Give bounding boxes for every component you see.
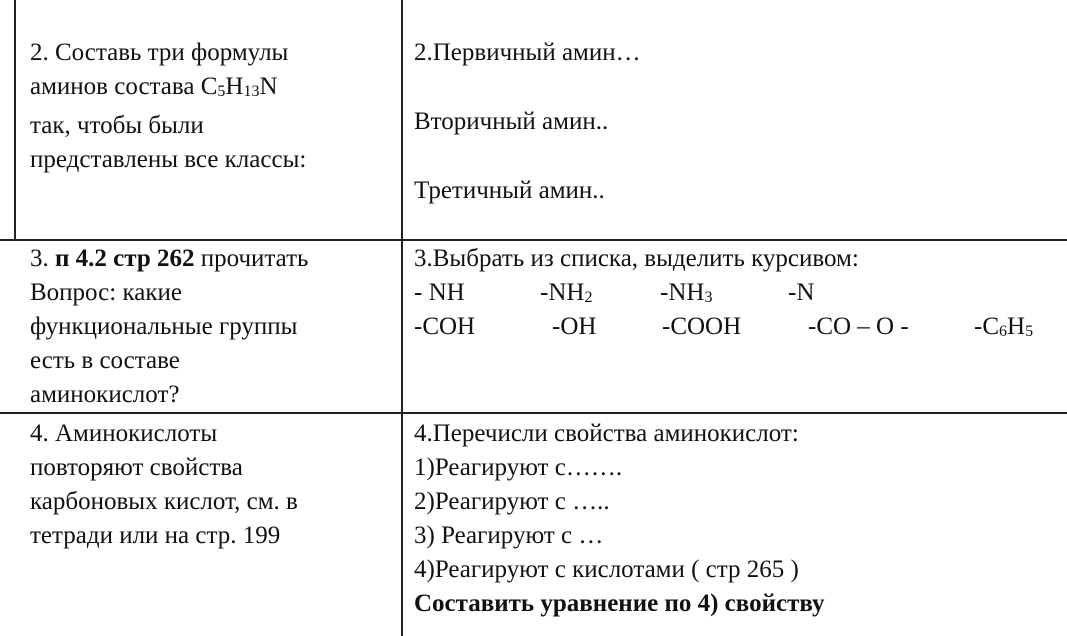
row3-left-line5: аминокислот?	[30, 381, 180, 408]
formula-sub-13: 13	[243, 83, 260, 100]
group-nh: - NH	[414, 279, 465, 306]
row2-secondary-amine: Вторичный амин..	[414, 108, 609, 135]
group-n: -N	[788, 279, 815, 306]
table-border-left	[14, 0, 16, 240]
group-list-row2	[414, 310, 1059, 344]
row3-left-line4: есть в составе	[30, 347, 180, 374]
row4-title: 4.Перечисли свойства аминокислот:	[414, 420, 799, 447]
row4-left-line1: 4. Аминокислоты	[30, 420, 218, 447]
row3-page-ref: п 4.2 стр 262	[55, 245, 195, 272]
group-list-row1	[414, 276, 1054, 310]
row3-num: 3.	[30, 245, 55, 272]
group-c6h5	[974, 310, 1033, 349]
row3-left-cell	[30, 242, 308, 412]
group-oh: -OH	[552, 313, 597, 340]
row4-task: Составить уравнение по 4) свойству	[414, 590, 825, 617]
row-divider-2-3	[0, 239, 1067, 241]
row4-right-cell	[414, 417, 825, 621]
group-coh: -COH	[414, 313, 476, 340]
row2-left-line3: так, чтобы были	[30, 112, 204, 139]
row3-instruction: 3.Выбрать из списка, выделить курсивом:	[414, 245, 859, 272]
group-nh3-sub: 3	[704, 289, 713, 306]
formula-sub-5: 5	[217, 83, 226, 100]
row2-left-cell	[30, 36, 306, 177]
table-column-divider	[401, 0, 403, 636]
row2-primary-amine: 2.Первичный амин…	[414, 39, 641, 66]
row3-left-line2: Вопрос: какие	[30, 279, 182, 306]
row4-left-line4: тетради или на стр. 199	[30, 522, 281, 549]
group-c6h5-h: H	[1007, 313, 1026, 340]
row3-read: прочитать	[194, 245, 309, 272]
formula-n: N	[259, 73, 278, 100]
group-c6h5-sub6: 6	[999, 323, 1007, 340]
row3-left-line3: функциональные группы	[30, 313, 298, 340]
row4-left-line2: повторяют свойства	[30, 454, 243, 481]
formula-prefix: аминов состава C	[30, 73, 218, 100]
row2-left-line2	[30, 70, 306, 109]
group-cooh: -COOH	[662, 313, 742, 340]
row4-property-1: 1)Реагируют с…….	[414, 454, 623, 481]
formula-h: H	[225, 73, 244, 100]
group-c6h5-c: -C	[974, 313, 999, 340]
row3-left-line1	[30, 242, 308, 276]
group-co-o: -CO – O -	[808, 313, 909, 340]
row4-property-3: 3) Реагируют с …	[414, 522, 604, 549]
row2-tertiary-amine: Третичный амин..	[414, 177, 605, 204]
row2-left-line1: 2. Составь три формулы	[30, 39, 289, 66]
row4-property-4: 4)Реагируют с кислотами ( стр 265 )	[414, 556, 799, 583]
group-nh3-text: -NH	[660, 279, 705, 306]
row4-left-line3: карбоновых кислот, см. в	[30, 488, 298, 515]
row-divider-3-4	[0, 412, 1067, 414]
row4-property-2: 2)Реагируют с …..	[414, 488, 610, 515]
group-nh2-sub: 2	[584, 289, 593, 306]
row4-left-cell	[30, 417, 298, 553]
group-nh2-text: -NH	[540, 279, 585, 306]
row2-left-line4: представлены все классы:	[30, 146, 307, 173]
group-c6h5-sub5: 5	[1025, 323, 1034, 340]
